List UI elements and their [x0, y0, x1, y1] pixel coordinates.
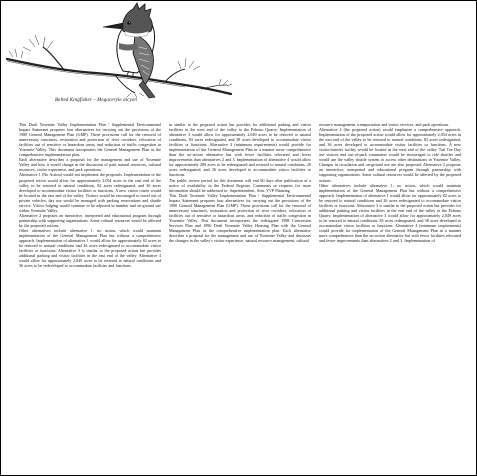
text-column-2: in similar to the proposed action but provides for additional parking and visitor facilities in the west end of the valley to the Pohono Quarry. Implementation of alternative 3 would allow for approximately 2,049 acres to be restored to natural conditions, 83 acres redesignated, and 38 acres developed to accommodate visitor facilities or functions. Alternative 4 (minimum requirements) would provide for implementation of the General Management Plan in a manner more comprehensive than the no-action alternative but with fewer facilities relocated and fewer improvements than alternatives 2 and 3. Implementation of alternative 4 would allow for approximately 289 acres to be redesignated and restored to natural conditions, 26 acres redesignated, and 36 acres developed to accommodate visitor facilities or functions. The public review period for this document will end 60 days after publication of a notice of availability in the Federal Register. Comments or requests for more information should be addressed to: Superintendent, Attn: YVP Planning This Draft Yosemite Valley Implementation Plan / Supplemental Environmental Impact Statement proposes four alternatives for carrying out the provisions of the 1980 General Management Plan (GMP). These provisions call for the removal of unnecessary structures, restoration and protection of river corridors, relocation of facilities out of sensitive or hazardous areas, and reduction of traffic congestion in Yosemite Valley. This document incorporates the redesigned 1998 Concession Services Plan and 1996 Draft Yosemite Valley Housing Plan with the General Management Plan as the comprehensive implementation plan. Each alternative describes a proposal for the management and use of Yosemite Valley and discusses the changes in the valley's visitor experience, natural resource management, cultural — [169, 122, 311, 244]
illustration-caption: Belted Kingfisher – Megaceryle alcyon — [55, 98, 138, 103]
text-column-3: resource management, transportation and visitor services, and park operations. Alternative 2 (the proposed action) would emphasize a comprehensive approach. Implementation of the proposed action would allow for approximately 2,054 acres in the east end of the valley to be restored to natural conditions, 82 acres redesignated, and 36 acres developed to accommodate visitor facilities or functions. A new visitor/transfer facility would be located in the west end of the valley. Taft Toe Day use visitors and out-of-park commuters would be encouraged to ride shuttles and would use the valley shuttle system to access other destinations in Yosemite Valley. Changes in circulation and on-ground use are also proposed. Alternative 2 proposes an interactive, interpreted and educational program through partnership with supporting organizations. Some cultural resources would be affected by the proposed actions. Other alternatives include alternative 1, no action, which would maintain implementation of the General Management Plan but without a comprehensive approach. Implementation of alternative 1 would allow for approximately 82 acres to be restored to natural conditions and 26 acres redesignated to accommodate visitor facilities or functions. Alternative 3 is similar to the proposed action but provides for additional parking and visitor facilities in the east end of the valley to the Pohono Quarry. Implementation of alternative 3 would allow for approximately 2,049 acres to be restored to natural conditions, 83 acres redesignated, and 38 acres developed to accommodate visitor facilities or functions. Alternative 4 (minimum requirements) would provide for implementation of the General Management Plan in a manner more comprehensive than the no-action alternative but with fewer facilities relocated and fewer improvements than alternatives 2 and 3. Implementation of — [319, 122, 461, 244]
text-column-1: This Draft Yosemite Valley Implementation Plan / Supplemental Environmental Impact Statement proposes four alternatives for carrying out the provisions of the 1980 General Management Plan (GMP). These provisions call for the removal of unnecessary structures, restoration and protection of river corridors, relocation of facilities out of sensitive or hazardous areas, and reduction of traffic congestion in Yosemite Valley. This document incorporates the General Management Plan as the comprehensive implementation plan. Each alternative describes a proposal for the management and use of Yosemite Valley and how it would change in the discussion of park natural resources, cultural resources, visitor experience, and park operations. Alternative 1 (No Action) would not implement the proposals. Implementation of the proposed action would allow for approximately 2,054 acres in the east end of the valley to be restored to natural conditions, 82 acres redesignated, and 36 acres developed to accommodate visitor facilities or functions. A new visitor center would be located in the east end of the valley. Visitors would be encouraged to travel out of private vehicles; day use would be managed with parking reservations and shuttle service. Visitor lodging would continue to be adjusted in number and on-ground use within Yosemite Valley. Alternative 2 proposes an interactive, interpreted and educational program through partnership with supporting organizations. Some cultural resources would be affected by the proposed actions. Other alternatives include alternative 1, no action, which would maintain implementation of the General Management Plan but without a comprehensive approach. Implementation of alternative 1 would allow for approximately 82 acres to be restored to natural conditions and 26 acres redesignated to accommodate visitor facilities or functions. Alternative 3 is similar to the proposed action but provides additional parking and visitor facilities in the east end of the valley. Alternative 4 would allow for approximately 2,049 acres to be restored to natural conditions and 36 acres to be redeveloped to accommodate facilities and functions. — [19, 122, 161, 269]
branch — [7, 59, 231, 94]
body-text-columns — [19, 122, 461, 468]
kingfisher-bird — [103, 3, 155, 98]
kingfisher-illustration — [5, 1, 233, 99]
